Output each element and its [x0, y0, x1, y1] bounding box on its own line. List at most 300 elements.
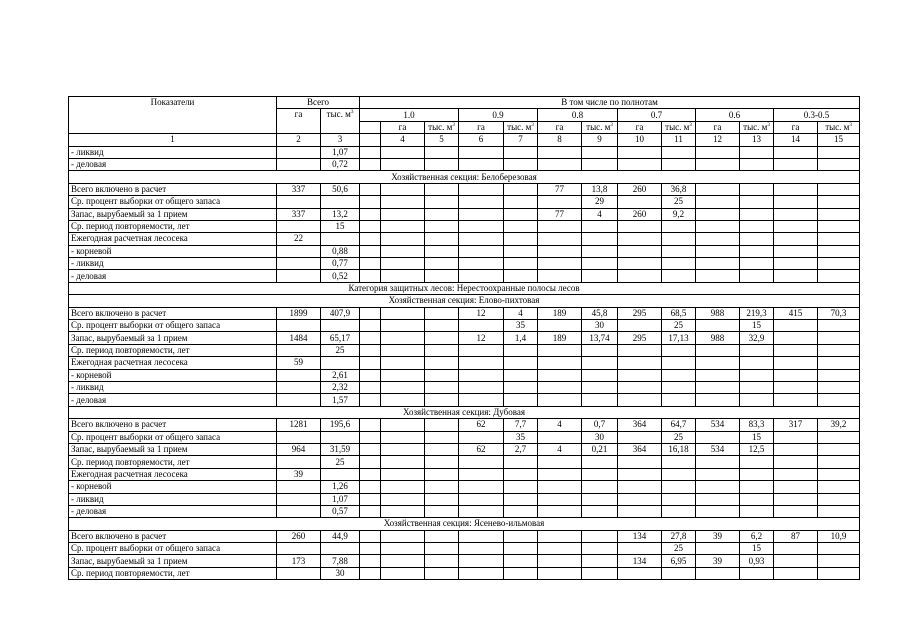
unit-ha: га — [774, 121, 818, 133]
table-cell — [504, 456, 538, 468]
row-label: Ср. процент выборки от общего запаса — [69, 196, 277, 208]
table-cell — [774, 456, 818, 468]
table-cell: 39,2 — [818, 419, 860, 431]
table-cell — [425, 183, 459, 195]
table-cell — [818, 357, 860, 369]
table-cell — [538, 505, 582, 517]
row-label: - ликвид — [69, 493, 277, 505]
table-cell — [425, 381, 459, 393]
column-number: 11 — [662, 134, 696, 146]
table-cell — [321, 468, 360, 480]
table-cell — [459, 258, 504, 270]
table-cell — [582, 505, 618, 517]
table-cell: 1,07 — [321, 146, 360, 158]
table-cell — [740, 468, 774, 480]
table-cell — [538, 431, 582, 443]
table-cell — [538, 555, 582, 567]
table-cell: 27,8 — [662, 530, 696, 542]
table-cell — [459, 270, 504, 282]
table-cell — [618, 270, 662, 282]
table-cell: 1899 — [277, 307, 321, 319]
table-cell — [696, 505, 740, 517]
table-cell: 9,2 — [662, 208, 696, 220]
table-cell: 31,59 — [321, 443, 360, 455]
table-cell — [662, 220, 696, 232]
table-cell — [618, 505, 662, 517]
table-cell — [459, 543, 504, 555]
column-number: 8 — [538, 134, 582, 146]
table-row — [69, 258, 860, 270]
table-cell — [662, 233, 696, 245]
table-cell — [818, 369, 860, 381]
table-cell: 17,13 — [662, 332, 696, 344]
density-header: 0.3-0.5 — [774, 109, 860, 121]
table-cell — [774, 567, 818, 579]
table-cell: 988 — [696, 332, 740, 344]
table-cell — [277, 146, 321, 158]
table-cell: 62 — [459, 419, 504, 431]
table-cell — [425, 158, 459, 170]
density-header: 1.0 — [360, 109, 459, 121]
table-cell — [774, 208, 818, 220]
row-label: Ср. период повторяемости, лет — [69, 344, 277, 356]
table-cell: 364 — [618, 419, 662, 431]
table-cell — [360, 369, 381, 381]
table-cell — [381, 493, 425, 505]
table-cell: 134 — [618, 530, 662, 542]
table-cell — [360, 158, 381, 170]
table-cell — [504, 481, 538, 493]
table-cell — [618, 196, 662, 208]
density-header: 0.7 — [618, 109, 696, 121]
table-cell — [277, 381, 321, 393]
table-cell — [818, 158, 860, 170]
table-cell — [277, 220, 321, 232]
table-cell — [774, 431, 818, 443]
table-cell: 260 — [277, 530, 321, 542]
header-total-thous: тыс. $м^3$ — [321, 109, 360, 134]
table-row — [69, 468, 860, 480]
table-cell — [381, 443, 425, 455]
table-cell: 25 — [321, 344, 360, 356]
table-cell — [538, 233, 582, 245]
table-cell: 189 — [538, 307, 582, 319]
document-page — [68, 96, 852, 580]
table-cell — [381, 481, 425, 493]
table-cell — [381, 196, 425, 208]
table-cell — [818, 183, 860, 195]
table-cell — [582, 270, 618, 282]
table-cell — [360, 468, 381, 480]
header-total-ha: га — [277, 109, 321, 134]
table-cell — [538, 493, 582, 505]
table-cell: 83,3 — [740, 419, 774, 431]
table-cell: 35 — [504, 431, 538, 443]
table-cell — [504, 505, 538, 517]
table-cell — [504, 394, 538, 406]
table-cell — [582, 456, 618, 468]
row-label: Ежегодная расчетная лесосека — [69, 233, 277, 245]
table-cell — [774, 443, 818, 455]
unit-thous: тыс. $м^3$ — [662, 121, 696, 133]
table-cell — [618, 357, 662, 369]
column-number: 1 — [69, 134, 277, 146]
table-cell — [360, 320, 381, 332]
table-cell — [618, 220, 662, 232]
unit-thous: тыс. $м^3$ — [425, 121, 459, 133]
table-cell: 15 — [740, 543, 774, 555]
table-cell — [360, 419, 381, 431]
table-row — [69, 567, 860, 579]
table-cell — [425, 320, 459, 332]
table-row — [69, 158, 860, 170]
table-cell — [774, 505, 818, 517]
table-row — [69, 530, 860, 542]
table-cell — [740, 456, 774, 468]
table-cell — [425, 456, 459, 468]
table-cell — [696, 146, 740, 158]
table-body — [69, 146, 860, 580]
table-cell: 12 — [459, 307, 504, 319]
table-cell — [618, 233, 662, 245]
table-cell — [740, 183, 774, 195]
table-row — [69, 481, 860, 493]
table-cell — [774, 258, 818, 270]
table-cell — [774, 220, 818, 232]
table-cell — [459, 233, 504, 245]
table-cell — [277, 158, 321, 170]
table-cell — [459, 158, 504, 170]
table-cell — [425, 530, 459, 542]
table-cell: 30 — [582, 431, 618, 443]
table-cell — [360, 567, 381, 579]
table-cell — [818, 332, 860, 344]
table-cell — [459, 183, 504, 195]
table-row — [69, 555, 860, 567]
table-cell — [582, 394, 618, 406]
table-cell — [538, 196, 582, 208]
table-cell — [504, 357, 538, 369]
table-cell — [774, 146, 818, 158]
unit-ha: га — [538, 121, 582, 133]
row-label: Ср. период повторяемости, лет — [69, 220, 277, 232]
column-number: 13 — [740, 134, 774, 146]
row-label: Запас, вырубаемый за 1 прием — [69, 208, 277, 220]
table-cell — [818, 567, 860, 579]
section-row — [69, 406, 860, 418]
table-cell — [459, 481, 504, 493]
table-cell — [277, 456, 321, 468]
table-cell — [321, 320, 360, 332]
table-cell — [696, 456, 740, 468]
table-cell: 317 — [774, 419, 818, 431]
column-number: 6 — [459, 134, 504, 146]
table-cell: 15 — [321, 220, 360, 232]
table-cell: 16,18 — [662, 443, 696, 455]
table-cell — [696, 258, 740, 270]
table-cell — [618, 158, 662, 170]
table-cell — [818, 146, 860, 158]
table-cell: 25 — [662, 543, 696, 555]
table-cell: 30 — [321, 567, 360, 579]
table-cell: 195,6 — [321, 419, 360, 431]
column-number: 4 — [381, 134, 425, 146]
table-cell — [381, 332, 425, 344]
table-cell — [818, 381, 860, 393]
table-cell — [360, 208, 381, 220]
table-cell — [582, 493, 618, 505]
table-cell — [582, 543, 618, 555]
table-cell — [504, 146, 538, 158]
table-cell — [459, 146, 504, 158]
table-cell — [696, 208, 740, 220]
table-row — [69, 381, 860, 393]
table-cell — [425, 369, 459, 381]
table-cell — [538, 567, 582, 579]
row-label: - корневой — [69, 481, 277, 493]
table-cell — [662, 344, 696, 356]
table-cell — [381, 270, 425, 282]
table-cell — [425, 431, 459, 443]
table-cell — [381, 344, 425, 356]
unit-thous: тыс. $м^3$ — [582, 121, 618, 133]
row-label: - деловая — [69, 158, 277, 170]
table-cell — [459, 431, 504, 443]
table-cell: 0,77 — [321, 258, 360, 270]
table-cell: 337 — [277, 183, 321, 195]
table-cell: 1,07 — [321, 493, 360, 505]
column-number: 7 — [504, 134, 538, 146]
table-cell — [662, 505, 696, 517]
table-cell — [774, 543, 818, 555]
table-cell — [425, 146, 459, 158]
table-cell — [504, 270, 538, 282]
table-cell — [425, 245, 459, 257]
table-row — [69, 344, 860, 356]
table-cell: 260 — [618, 183, 662, 195]
column-number: 2 — [277, 134, 321, 146]
table-cell — [381, 530, 425, 542]
table-row — [69, 270, 860, 282]
table-cell — [662, 245, 696, 257]
table-cell — [360, 394, 381, 406]
table-cell — [381, 320, 425, 332]
table-cell — [740, 208, 774, 220]
table-cell: 25 — [321, 456, 360, 468]
table-cell — [740, 344, 774, 356]
table-cell — [818, 208, 860, 220]
table-cell — [696, 196, 740, 208]
table-cell — [582, 258, 618, 270]
table-cell — [818, 431, 860, 443]
density-header: 0.6 — [696, 109, 774, 121]
table-cell — [277, 493, 321, 505]
table-row — [69, 431, 860, 443]
table-cell — [360, 443, 381, 455]
column-number: 5 — [425, 134, 459, 146]
table-cell — [538, 468, 582, 480]
table-cell — [740, 158, 774, 170]
table-cell — [504, 567, 538, 579]
table-cell — [582, 381, 618, 393]
table-cell — [662, 567, 696, 579]
table-cell — [360, 245, 381, 257]
table-cell — [618, 431, 662, 443]
table-cell — [381, 456, 425, 468]
table-row — [69, 394, 860, 406]
table-cell — [360, 481, 381, 493]
table-cell — [774, 369, 818, 381]
column-number: 9 — [582, 134, 618, 146]
table-cell — [538, 158, 582, 170]
table-cell — [381, 394, 425, 406]
table-cell — [381, 245, 425, 257]
table-cell: 29 — [582, 196, 618, 208]
table-cell — [818, 270, 860, 282]
row-label: - корневой — [69, 369, 277, 381]
table-cell — [504, 196, 538, 208]
table-cell — [425, 332, 459, 344]
table-cell: 68,5 — [662, 307, 696, 319]
table-cell — [774, 245, 818, 257]
table-cell — [618, 468, 662, 480]
section-title: Хозяйственная секция: Дубовая — [69, 406, 860, 418]
table-cell: 2,32 — [321, 381, 360, 393]
table-cell — [425, 493, 459, 505]
table-cell: 62 — [459, 443, 504, 455]
table-cell — [538, 320, 582, 332]
table-cell — [459, 555, 504, 567]
table-cell: 534 — [696, 419, 740, 431]
table-cell: 13,2 — [321, 208, 360, 220]
table-cell — [425, 357, 459, 369]
table-cell — [381, 543, 425, 555]
table-cell — [696, 431, 740, 443]
table-cell — [459, 381, 504, 393]
table-row — [69, 320, 860, 332]
table-cell — [425, 233, 459, 245]
table-cell — [425, 505, 459, 517]
table-cell — [582, 567, 618, 579]
row-label: Запас, вырубаемый за 1 прием — [69, 443, 277, 455]
table-row — [69, 505, 860, 517]
table-cell: 988 — [696, 307, 740, 319]
table-row — [69, 183, 860, 195]
table-cell — [360, 196, 381, 208]
table-cell: 13,74 — [582, 332, 618, 344]
section-row — [69, 282, 860, 294]
table-cell — [425, 344, 459, 356]
table-cell — [459, 493, 504, 505]
table-cell — [277, 369, 321, 381]
table-cell — [504, 220, 538, 232]
table-cell — [538, 543, 582, 555]
table-cell — [504, 245, 538, 257]
table-cell — [740, 233, 774, 245]
table-cell: 2,61 — [321, 369, 360, 381]
table-cell — [618, 369, 662, 381]
table-row — [69, 443, 860, 455]
unit-header-spacer — [360, 121, 381, 133]
table-cell — [582, 245, 618, 257]
row-label: Запас, вырубаемый за 1 прием — [69, 332, 277, 344]
table-cell: 337 — [277, 208, 321, 220]
table-cell: 6,2 — [740, 530, 774, 542]
table-cell — [818, 245, 860, 257]
table-cell — [774, 233, 818, 245]
table-cell: 39 — [277, 468, 321, 480]
table-cell — [696, 481, 740, 493]
table-cell: 22 — [277, 233, 321, 245]
table-cell — [459, 567, 504, 579]
table-row — [69, 245, 860, 257]
table-cell — [459, 369, 504, 381]
section-title: Хозяйственная секция: Белоберезовая — [69, 171, 860, 183]
table-cell: 1281 — [277, 419, 321, 431]
table-cell — [321, 196, 360, 208]
table-cell — [360, 530, 381, 542]
row-label: Ежегодная расчетная лесосека — [69, 468, 277, 480]
table-cell: 0,7 — [582, 419, 618, 431]
table-cell — [381, 369, 425, 381]
table-cell: 4 — [538, 443, 582, 455]
table-cell — [582, 369, 618, 381]
table-cell — [321, 357, 360, 369]
table-cell — [618, 381, 662, 393]
table-cell — [504, 555, 538, 567]
table-cell — [360, 270, 381, 282]
table-cell — [360, 220, 381, 232]
table-cell — [381, 357, 425, 369]
table-cell — [662, 369, 696, 381]
table-cell — [277, 270, 321, 282]
table-cell — [740, 505, 774, 517]
table-cell: 44,9 — [321, 530, 360, 542]
section-row — [69, 295, 860, 307]
table-cell — [740, 394, 774, 406]
table-cell — [618, 543, 662, 555]
table-cell — [381, 158, 425, 170]
table-cell — [662, 258, 696, 270]
table-cell — [321, 543, 360, 555]
table-cell — [538, 146, 582, 158]
table-cell — [696, 493, 740, 505]
table-cell — [696, 270, 740, 282]
table-cell — [696, 320, 740, 332]
table-cell — [696, 543, 740, 555]
table-cell — [277, 196, 321, 208]
table-cell: 0,57 — [321, 505, 360, 517]
table-cell: 0,52 — [321, 270, 360, 282]
table-cell — [425, 468, 459, 480]
table-cell — [740, 481, 774, 493]
table-cell — [321, 233, 360, 245]
table-cell — [459, 357, 504, 369]
table-cell: 189 — [538, 332, 582, 344]
table-row — [69, 146, 860, 158]
table-row — [69, 233, 860, 245]
table-row — [69, 357, 860, 369]
table-cell — [818, 543, 860, 555]
table-cell: 1,26 — [321, 481, 360, 493]
row-label: Ежегодная расчетная лесосека — [69, 357, 277, 369]
table-cell — [774, 158, 818, 170]
table-cell — [696, 245, 740, 257]
unit-thous: тыс. $м^3$ — [818, 121, 860, 133]
table-row — [69, 196, 860, 208]
table-cell — [459, 208, 504, 220]
table-cell — [459, 320, 504, 332]
